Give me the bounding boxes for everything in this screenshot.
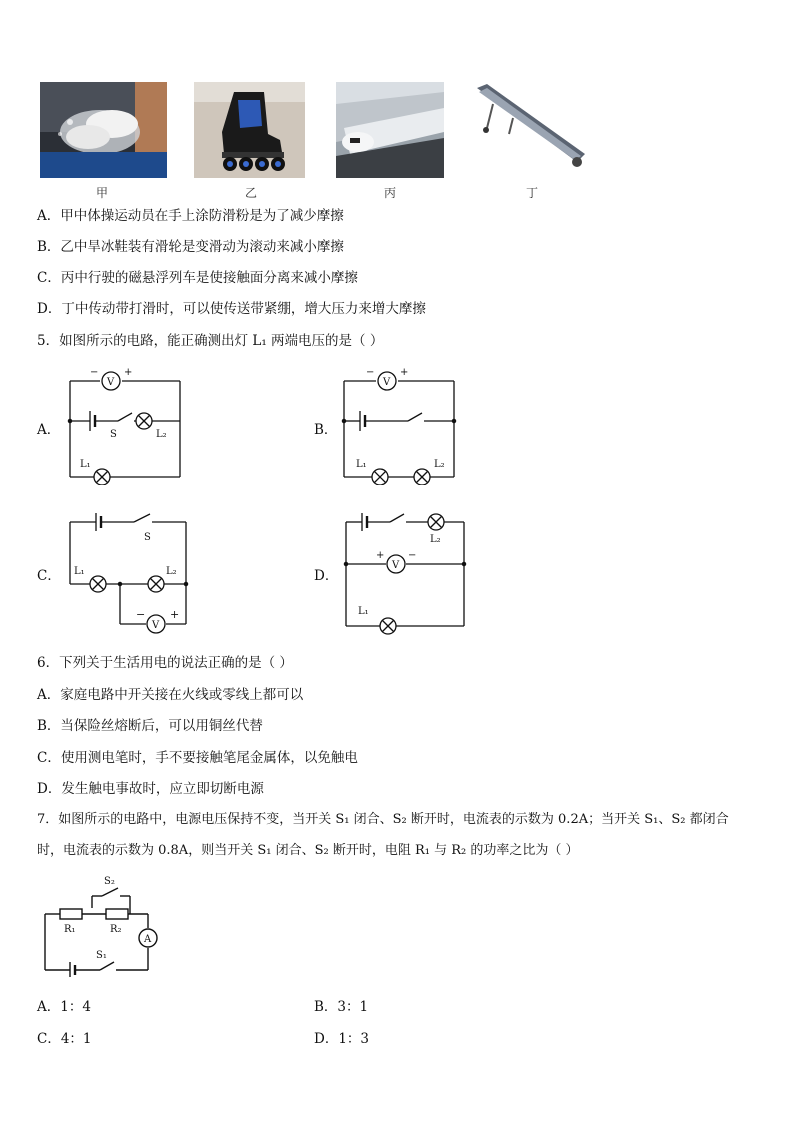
q5-option-a-label: A．: [37, 422, 61, 438]
lamp-l1-label: L₁: [80, 459, 91, 470]
switch-label: S: [144, 532, 151, 543]
photo-yi-roller-skate: [194, 82, 305, 178]
switch-label: S: [110, 429, 117, 440]
voltmeter-symbol: V: [107, 377, 115, 388]
switch-s2-label: S₂: [104, 876, 115, 887]
caption-ding: 丁: [526, 186, 539, 200]
q5-option-c-label: C．: [37, 568, 61, 584]
q4-option-d: D．丁中传动带打滑时，可以使传送带紧绷，增大压力来增大摩擦: [37, 301, 426, 317]
photo-ding-conveyor-belt: [473, 82, 588, 178]
q5-circuit-b: [336, 365, 466, 485]
lamp-l2-label: L₂: [430, 534, 441, 545]
lamp-l1-label: L₁: [356, 459, 367, 470]
photo-jia-gymnast-hands: [40, 82, 167, 178]
plus-terminal: +: [400, 367, 409, 378]
q6-option-a: A．家庭电路中开关接在火线或零线上都可以: [37, 687, 304, 703]
q4-option-c: C．丙中行驶的磁悬浮列车是使接触面分离来减小摩擦: [37, 270, 358, 286]
resistor-r1-label: R₁: [64, 924, 76, 935]
q5-circuit-a: [60, 365, 190, 485]
caption-jia: 甲: [96, 186, 109, 200]
plus-terminal: +: [124, 367, 133, 378]
photo-bing-maglev-train: [336, 82, 444, 178]
lamp-l1-label: L₁: [358, 606, 369, 617]
voltmeter-symbol: V: [152, 620, 160, 631]
q7-option-c: C．4：1: [37, 1031, 92, 1047]
plus-terminal: +: [170, 608, 180, 621]
caption-yi: 乙: [245, 186, 258, 200]
minus-terminal: −: [366, 367, 375, 378]
q6-stem: 6．下列关于生活用电的说法正确的是（ ）: [37, 655, 293, 671]
q7-stem-line1: 7．如图所示的电路中，电源电压保持不变，当开关 S₁ 闭合、S₂ 断开时，电流表的示数为 0.2A；当开关 S₁、S₂ 都闭合: [37, 812, 729, 827]
minus-terminal: −: [408, 550, 417, 561]
q7-option-a: A．1：4: [37, 999, 91, 1015]
plus-terminal: +: [376, 550, 385, 561]
q6-option-b: B．当保险丝熔断后，可以用铜丝代替: [37, 718, 263, 734]
q7-option-b: B．3：1: [314, 999, 369, 1015]
lamp-l2-label: L₂: [156, 429, 167, 440]
q7-option-d: D．1：3: [314, 1031, 370, 1047]
q5-circuit-d: [336, 510, 476, 635]
voltmeter-symbol: V: [383, 377, 391, 388]
lamp-l2-label: L₂: [434, 459, 445, 470]
q6-option-d: D．发生触电事故时，应立即切断电源: [37, 781, 264, 797]
q5-option-d-label: D．: [314, 568, 339, 584]
switch-s1-label: S₁: [96, 950, 107, 961]
q7-circuit: [40, 872, 165, 977]
q4-option-a: A．甲中体操运动员在手上涂防滑粉是为了减少摩擦: [37, 208, 344, 224]
q5-stem: 5．如图所示的电路，能正确测出灯 L₁ 两端电压的是（ ）: [37, 333, 384, 349]
q4-option-b: B．乙中旱冰鞋装有滑轮是变滑动为滚动来减小摩擦: [37, 239, 344, 255]
q6-option-c: C．使用测电笔时，手不要接触笔尾金属体，以免触电: [37, 750, 358, 766]
minus-terminal: −: [136, 608, 146, 621]
q5-circuit-c: [60, 510, 200, 635]
lamp-l2-label: L₂: [166, 566, 177, 577]
caption-bing: 丙: [384, 186, 397, 200]
q5-option-b-label: B．: [314, 422, 338, 438]
resistor-r2-label: R₂: [110, 924, 122, 935]
minus-terminal: −: [90, 367, 99, 378]
lamp-l1-label: L₁: [74, 566, 85, 577]
ammeter-symbol: A: [144, 934, 152, 945]
q7-stem-line2: 时，电流表的示数为 0.8A，则当开关 S₁ 闭合、S₂ 断开时，电阻 R₁ 与 R₂ 的功率之比为（ ）: [37, 843, 579, 858]
voltmeter-symbol: V: [392, 560, 400, 571]
